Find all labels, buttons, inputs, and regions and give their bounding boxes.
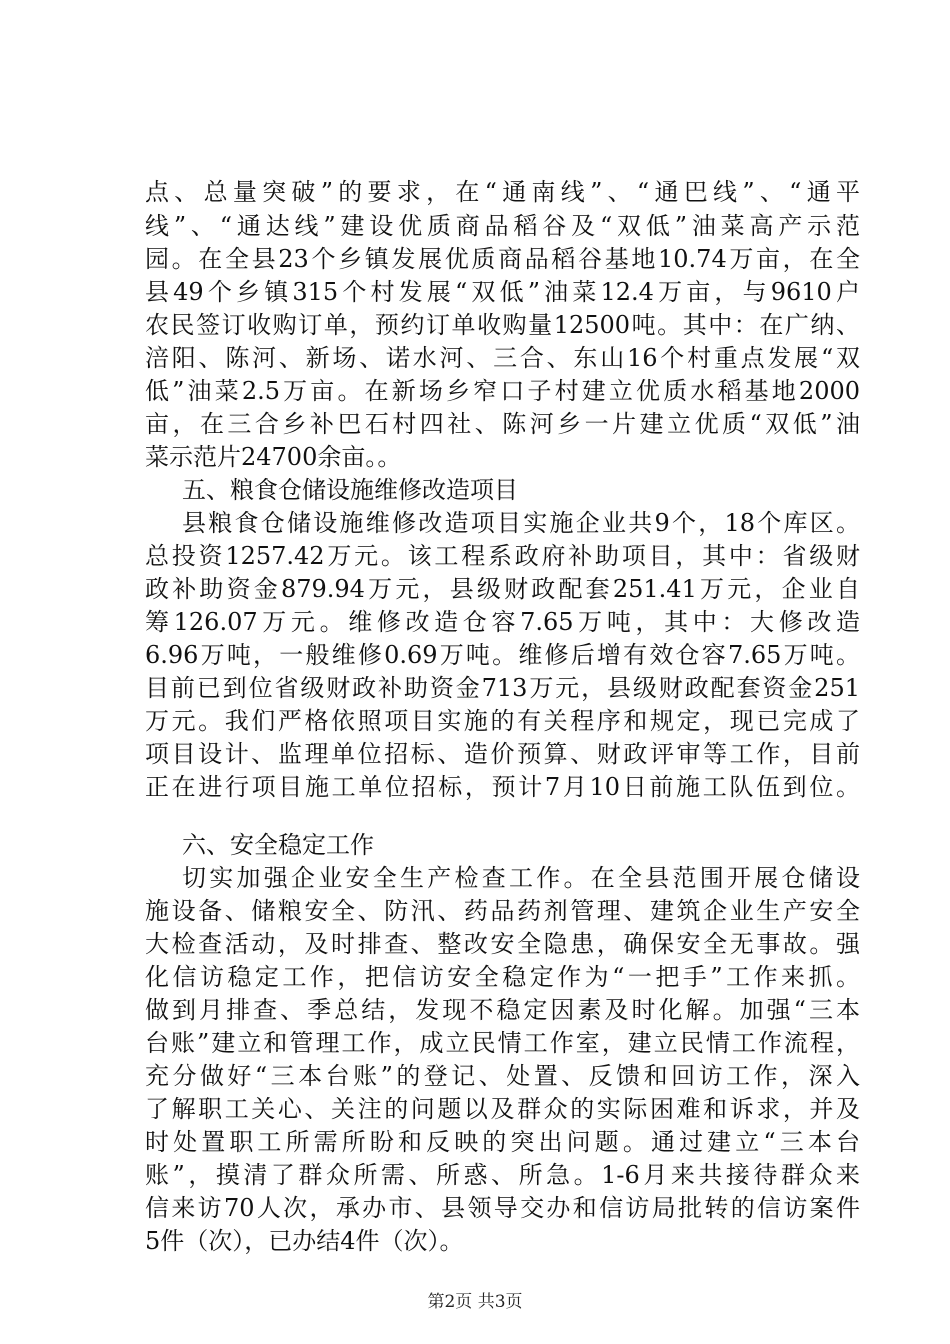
text-line: 线”、“通达线”建设优质商品稻谷及“双低”油菜高产示范	[145, 212, 860, 240]
text-line: 政补助资金879.94万元，县级财政配套251.41万元，企业自	[145, 575, 860, 603]
text-line: 目前已到位省级财政补助资金713万元，县级财政配套资金251	[145, 674, 860, 702]
text-line: 县49个乡镇315个村发展“双低”油菜12.4万亩，与9610户	[145, 278, 860, 306]
text-line: 化信访稳定工作，把信访安全稳定作为“一把手”工作来抓。	[145, 963, 860, 991]
text-line: 施设备、储粮安全、防汛、药品药剂管理、建筑企业生产安全	[145, 897, 860, 925]
text-line: 5件（次），已办结4件（次）。	[145, 1227, 464, 1255]
text-line: 了解职工关心、关注的问题以及群众的实际困难和诉求，并及	[145, 1095, 860, 1123]
text-line: 切实加强企业安全生产检查工作。在全县范围开展仓储设	[182, 864, 860, 892]
text-line: 万元。我们严格依照项目实施的有关程序和规定，现已完成了	[145, 707, 860, 735]
text-line: 总投资1257.42万元。该工程系政府补助项目，其中：省级财	[145, 542, 860, 570]
section-heading-5: 五、粮食仓储设施维修改造项目	[182, 476, 518, 504]
text-line: 做到月排查、季总结，发现不稳定因素及时化解。加强“三本	[145, 996, 860, 1024]
text-line: 筹126.07万元。维修改造仓容7.65万吨，其中：大修改造	[145, 608, 860, 636]
text-line: 大检查活动，及时排查、整改安全隐患，确保安全无事故。强	[145, 930, 860, 958]
text-line: 农民签订收购订单，预约订单收购量12500吨。其中：在广纳、	[145, 311, 860, 339]
text-line: 信来访70人次，承办市、县领导交办和信访局批转的信访案件	[145, 1194, 860, 1222]
text-line: 台账”建立和管理工作，成立民情工作室，建立民情工作流程，	[145, 1029, 860, 1057]
text-line: 6.96万吨，一般维修0.69万吨。维修后增有效仓容7.65万吨。	[145, 641, 860, 669]
text-line: 时处置职工所需所盼和反映的突出问题。通过建立“三本台	[145, 1128, 860, 1156]
page-footer: 第2页 共3页	[427, 1292, 523, 1312]
text-line: 点、总量突破”的要求，在“通南线”、“通巴线”、“通平	[145, 178, 860, 206]
text-line: 县粮食仓储设施维修改造项目实施企业共9个，18个库区。	[182, 509, 860, 537]
text-line: 正在进行项目施工单位招标，预计7月10日前施工队伍到位。	[145, 773, 860, 801]
text-line: 菜示范片24700余亩。。	[145, 443, 402, 471]
text-line: 涪阳、陈河、新场、诺水河、三合、东山16个村重点发展“双	[145, 344, 860, 372]
text-line: 充分做好“三本台账”的登记、处置、反馈和回访工作，深入	[145, 1062, 860, 1090]
text-line: 低”油菜2.5万亩。在新场乡窄口子村建立优质水稻基地2000	[145, 377, 860, 405]
text-line: 账”，摸清了群众所需、所惑、所急。1-6月来共接待群众来	[145, 1161, 860, 1189]
text-line: 园。在全县23个乡镇发展优质商品稻谷基地10.74万亩，在全	[145, 245, 860, 273]
section-heading-6: 六、安全稳定工作	[182, 831, 374, 859]
text-line: 亩，在三合乡补巴石村四社、陈河乡一片建立优质“双低”油	[145, 410, 860, 438]
text-line: 项目设计、监理单位招标、造价预算、财政评审等工作，目前	[145, 740, 860, 768]
